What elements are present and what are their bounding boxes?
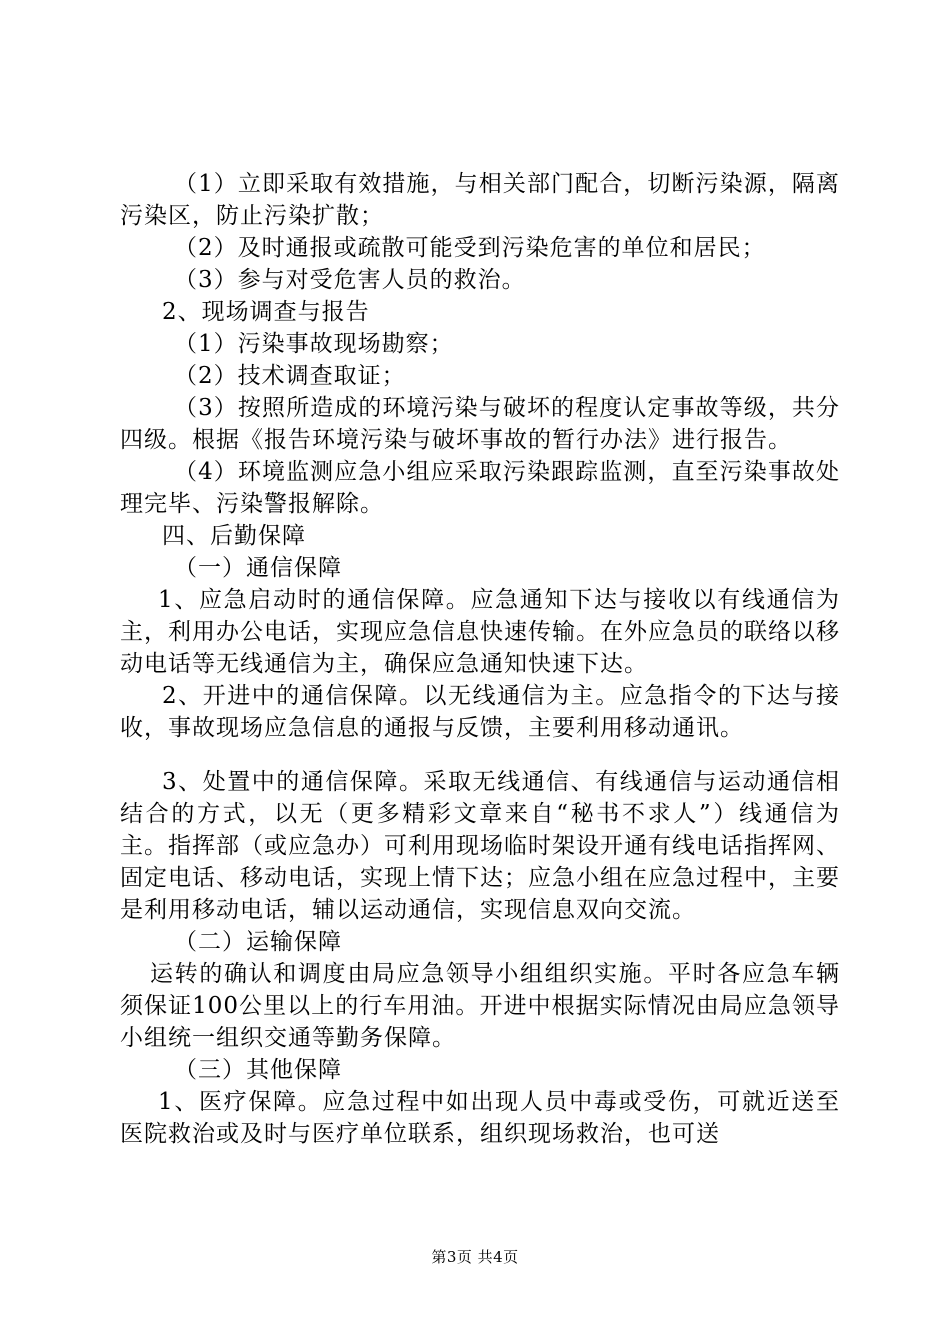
- section-heading-logistics: 四、后勤保障: [162, 523, 306, 549]
- paragraph-measure-1: （1）立即采取有效措施，与相关部门配合，切断污染源，隔离污染区，防止污染扩散；: [120, 171, 840, 229]
- document-body: [120, 168, 840, 1150]
- section-heading-site-investigation: 2、现场调查与报告: [162, 299, 370, 325]
- paragraph-transport: 运转的确认和调度由局应急领导小组组织实施。平时各应急车辆须保证100公里以上的行车用油。开进中根据实际情况由局应急领导小组统一组织交通等勤务保障。: [120, 961, 840, 1051]
- subsection-heading-communication: （一）通信保障: [174, 555, 342, 581]
- paragraph-communication-advance: 2、开进中的通信保障。以无线通信为主。应急指令的下达与接收，事故现场应急信息的通报与反馈，主要利用移动通讯。: [120, 683, 840, 741]
- paragraph-survey: （1）污染事故现场勘察；: [174, 331, 454, 357]
- subsection-heading-transport: （二）运输保障: [174, 929, 342, 955]
- paragraph-communication-startup: 1、应急启动时的通信保障。应急通知下达与接收以有线通信为主，利用办公电话，实现应急信息快速传输。在外应急员的联络以移动电话等无线通信为主，确保应急通知快速下达。: [120, 587, 840, 677]
- paragraph-medical: 1、医疗保障。应急过程中如出现人员中毒或受伤，可就近送至医院救治或及时与医疗单位联系，组织现场救治，也可送: [120, 1089, 840, 1147]
- subsection-heading-other: （三）其他保障: [174, 1057, 342, 1083]
- paragraph-communication-handling: 3、处置中的通信保障。采取无线通信、有线通信与运动通信相结合的方式，以无（更多精彩文章来自“秘书不求人”）线通信为主。指挥部（或应急办）可利用现场临时架设开通有线电话指挥网、固定电话、移动电话，实现上情下达；应急小组在应急过程中，主要是利用移动电话，辅以运动通信，实现信息双向交流。: [120, 769, 840, 923]
- paragraph-evidence: （2）技术调查取证；: [174, 363, 406, 389]
- paragraph-measure-3: （3）参与对受危害人员的救治。: [174, 267, 526, 293]
- page-footer: 第3页 共4页: [431, 1248, 519, 1266]
- paragraph-measure-2: （2）及时通报或疏散可能受到污染危害的单位和居民；: [174, 235, 766, 261]
- paragraph-monitoring: （4）环境监测应急小组应采取污染跟踪监测，直至污染事故处理完毕、污染警报解除。: [120, 459, 840, 517]
- paragraph-accident-grade: （3）按照所造成的环境污染与破坏的程度认定事故等级，共分四级。根据《报告环境污染与破坏事故的暂行办法》进行报告。: [120, 395, 840, 453]
